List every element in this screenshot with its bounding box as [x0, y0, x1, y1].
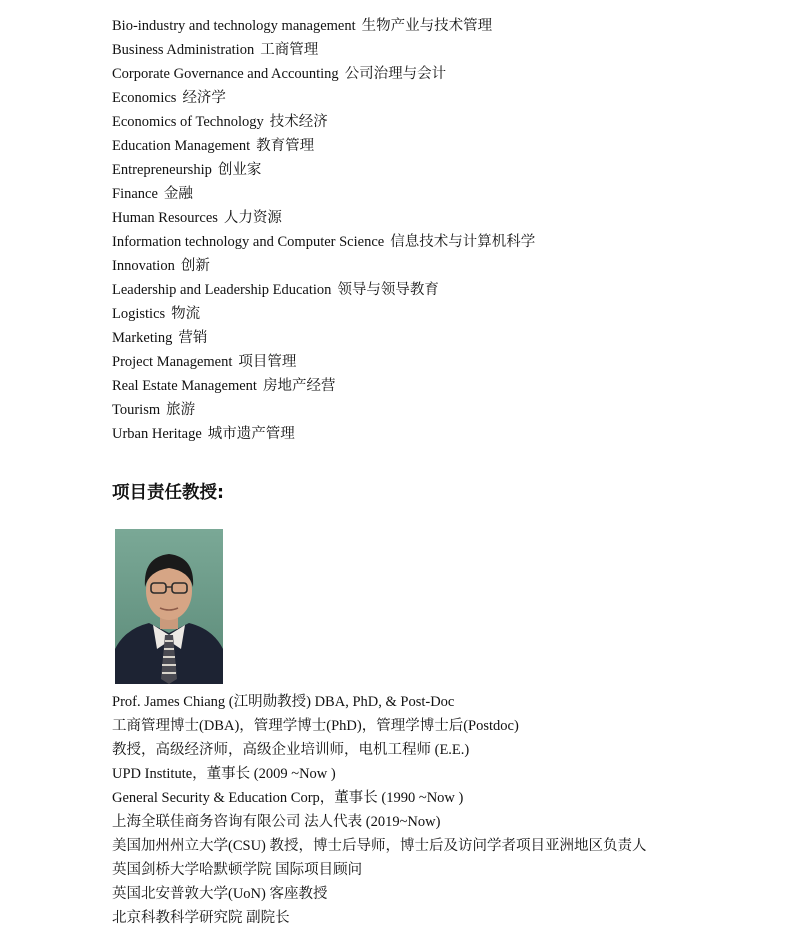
program-name-en: Finance: [112, 186, 158, 202]
program-item: [112, 254, 535, 278]
program-name-cn: 生物产业与技术管理: [361, 18, 493, 34]
program-item: [112, 422, 535, 446]
program-name-en: Urban Heritage: [112, 426, 202, 442]
program-item: [112, 374, 535, 398]
program-item: [112, 398, 535, 422]
program-name-en: Business Administration: [112, 42, 255, 58]
program-item: [112, 206, 535, 230]
bio-line: Prof. James Chiang (江明勋教授) DBA, PhD, & Post-Doc: [112, 694, 455, 710]
section-title: 项目责任教授:: [112, 483, 224, 503]
program-item: [112, 38, 535, 62]
program-name-cn: 城市遗产管理: [207, 426, 295, 442]
program-name-cn: 经济学: [182, 90, 226, 106]
program-name-cn: 创业家: [217, 162, 262, 178]
bio-line: UPD Institute，董事长 (2009 ~Now ): [112, 766, 336, 782]
program-name-cn: 公司治理与会计: [344, 66, 447, 82]
program-name-en: Human Resources: [112, 210, 218, 226]
program-item: [112, 350, 535, 374]
program-item: [112, 182, 535, 206]
program-name-en: Economics of Technology: [112, 114, 264, 130]
program-name-en: Information technology and Computer Science: [112, 234, 385, 250]
program-item: [112, 158, 535, 182]
program-name-cn: 项目管理: [238, 354, 297, 370]
program-name-en: Tourism: [112, 402, 161, 418]
professor-bio: [112, 690, 647, 930]
program-name-cn: 营销: [178, 330, 208, 346]
program-item: [112, 278, 535, 302]
program-name-en: Project Management: [112, 354, 233, 370]
bio-line: 上海全联佳商务咨询有限公司 法人代表 (2019~Now): [112, 814, 441, 830]
program-name-cn: 物流: [171, 306, 201, 322]
program-item: [112, 86, 535, 110]
program-name-en: Corporate Governance and Accounting: [112, 66, 339, 82]
program-name-en: Education Management: [112, 138, 251, 154]
program-item: [112, 230, 535, 254]
bio-line: 工商管理博士(DBA)，管理学博士(PhD)，管理学博士后(Postdoc): [112, 718, 519, 734]
program-name-en: Logistics: [112, 306, 166, 322]
program-item: [112, 326, 535, 350]
program-item: [112, 14, 535, 38]
program-name-en: Entrepreneurship: [112, 162, 212, 178]
bio-line: 英国北安普敦大学(UoN) 客座教授: [112, 886, 328, 902]
program-name-en: Real Estate Management: [112, 378, 257, 394]
program-item: [112, 302, 535, 326]
bio-line: General Security & Education Corp，董事长 (1990 ~Now ): [112, 790, 464, 806]
bio-line: 教授，高级经济师，高级企业培训师，电机工程师 (E.E.): [112, 742, 470, 758]
professor-portrait: [115, 529, 223, 684]
bio-line: 北京科教科学研究院 副院长: [112, 910, 290, 926]
program-name-cn: 技术经济: [269, 114, 328, 130]
program-name-en: Leadership and Leadership Education: [112, 282, 332, 298]
program-name-cn: 创新: [180, 258, 210, 274]
program-name-cn: 领导与领导教育: [337, 282, 439, 298]
program-name-cn: 房地产经营: [262, 378, 336, 394]
program-list: [112, 14, 535, 446]
program-item: [112, 110, 535, 134]
program-name-en: Economics: [112, 90, 177, 106]
program-name-cn: 人力资源: [223, 210, 282, 226]
program-name-cn: 金融: [163, 186, 193, 202]
program-name-en: Marketing: [112, 330, 173, 346]
program-name-cn: 工商管理: [260, 42, 319, 58]
program-item: [112, 134, 535, 158]
program-name-cn: 旅游: [166, 402, 196, 418]
program-name-en: Innovation: [112, 258, 175, 274]
program-name-en: Bio-industry and technology management: [112, 18, 356, 34]
program-name-cn: 教育管理: [256, 138, 315, 154]
program-name-cn: 信息技术与计算机科学: [390, 234, 536, 250]
bio-line: 英国剑桥大学哈默顿学院 国际项目顾问: [112, 862, 363, 878]
bio-line: 美国加州州立大学(CSU) 教授，博士后导师，博士后及访问学者项目亚洲地区负责人: [112, 838, 647, 854]
program-item: [112, 62, 535, 86]
